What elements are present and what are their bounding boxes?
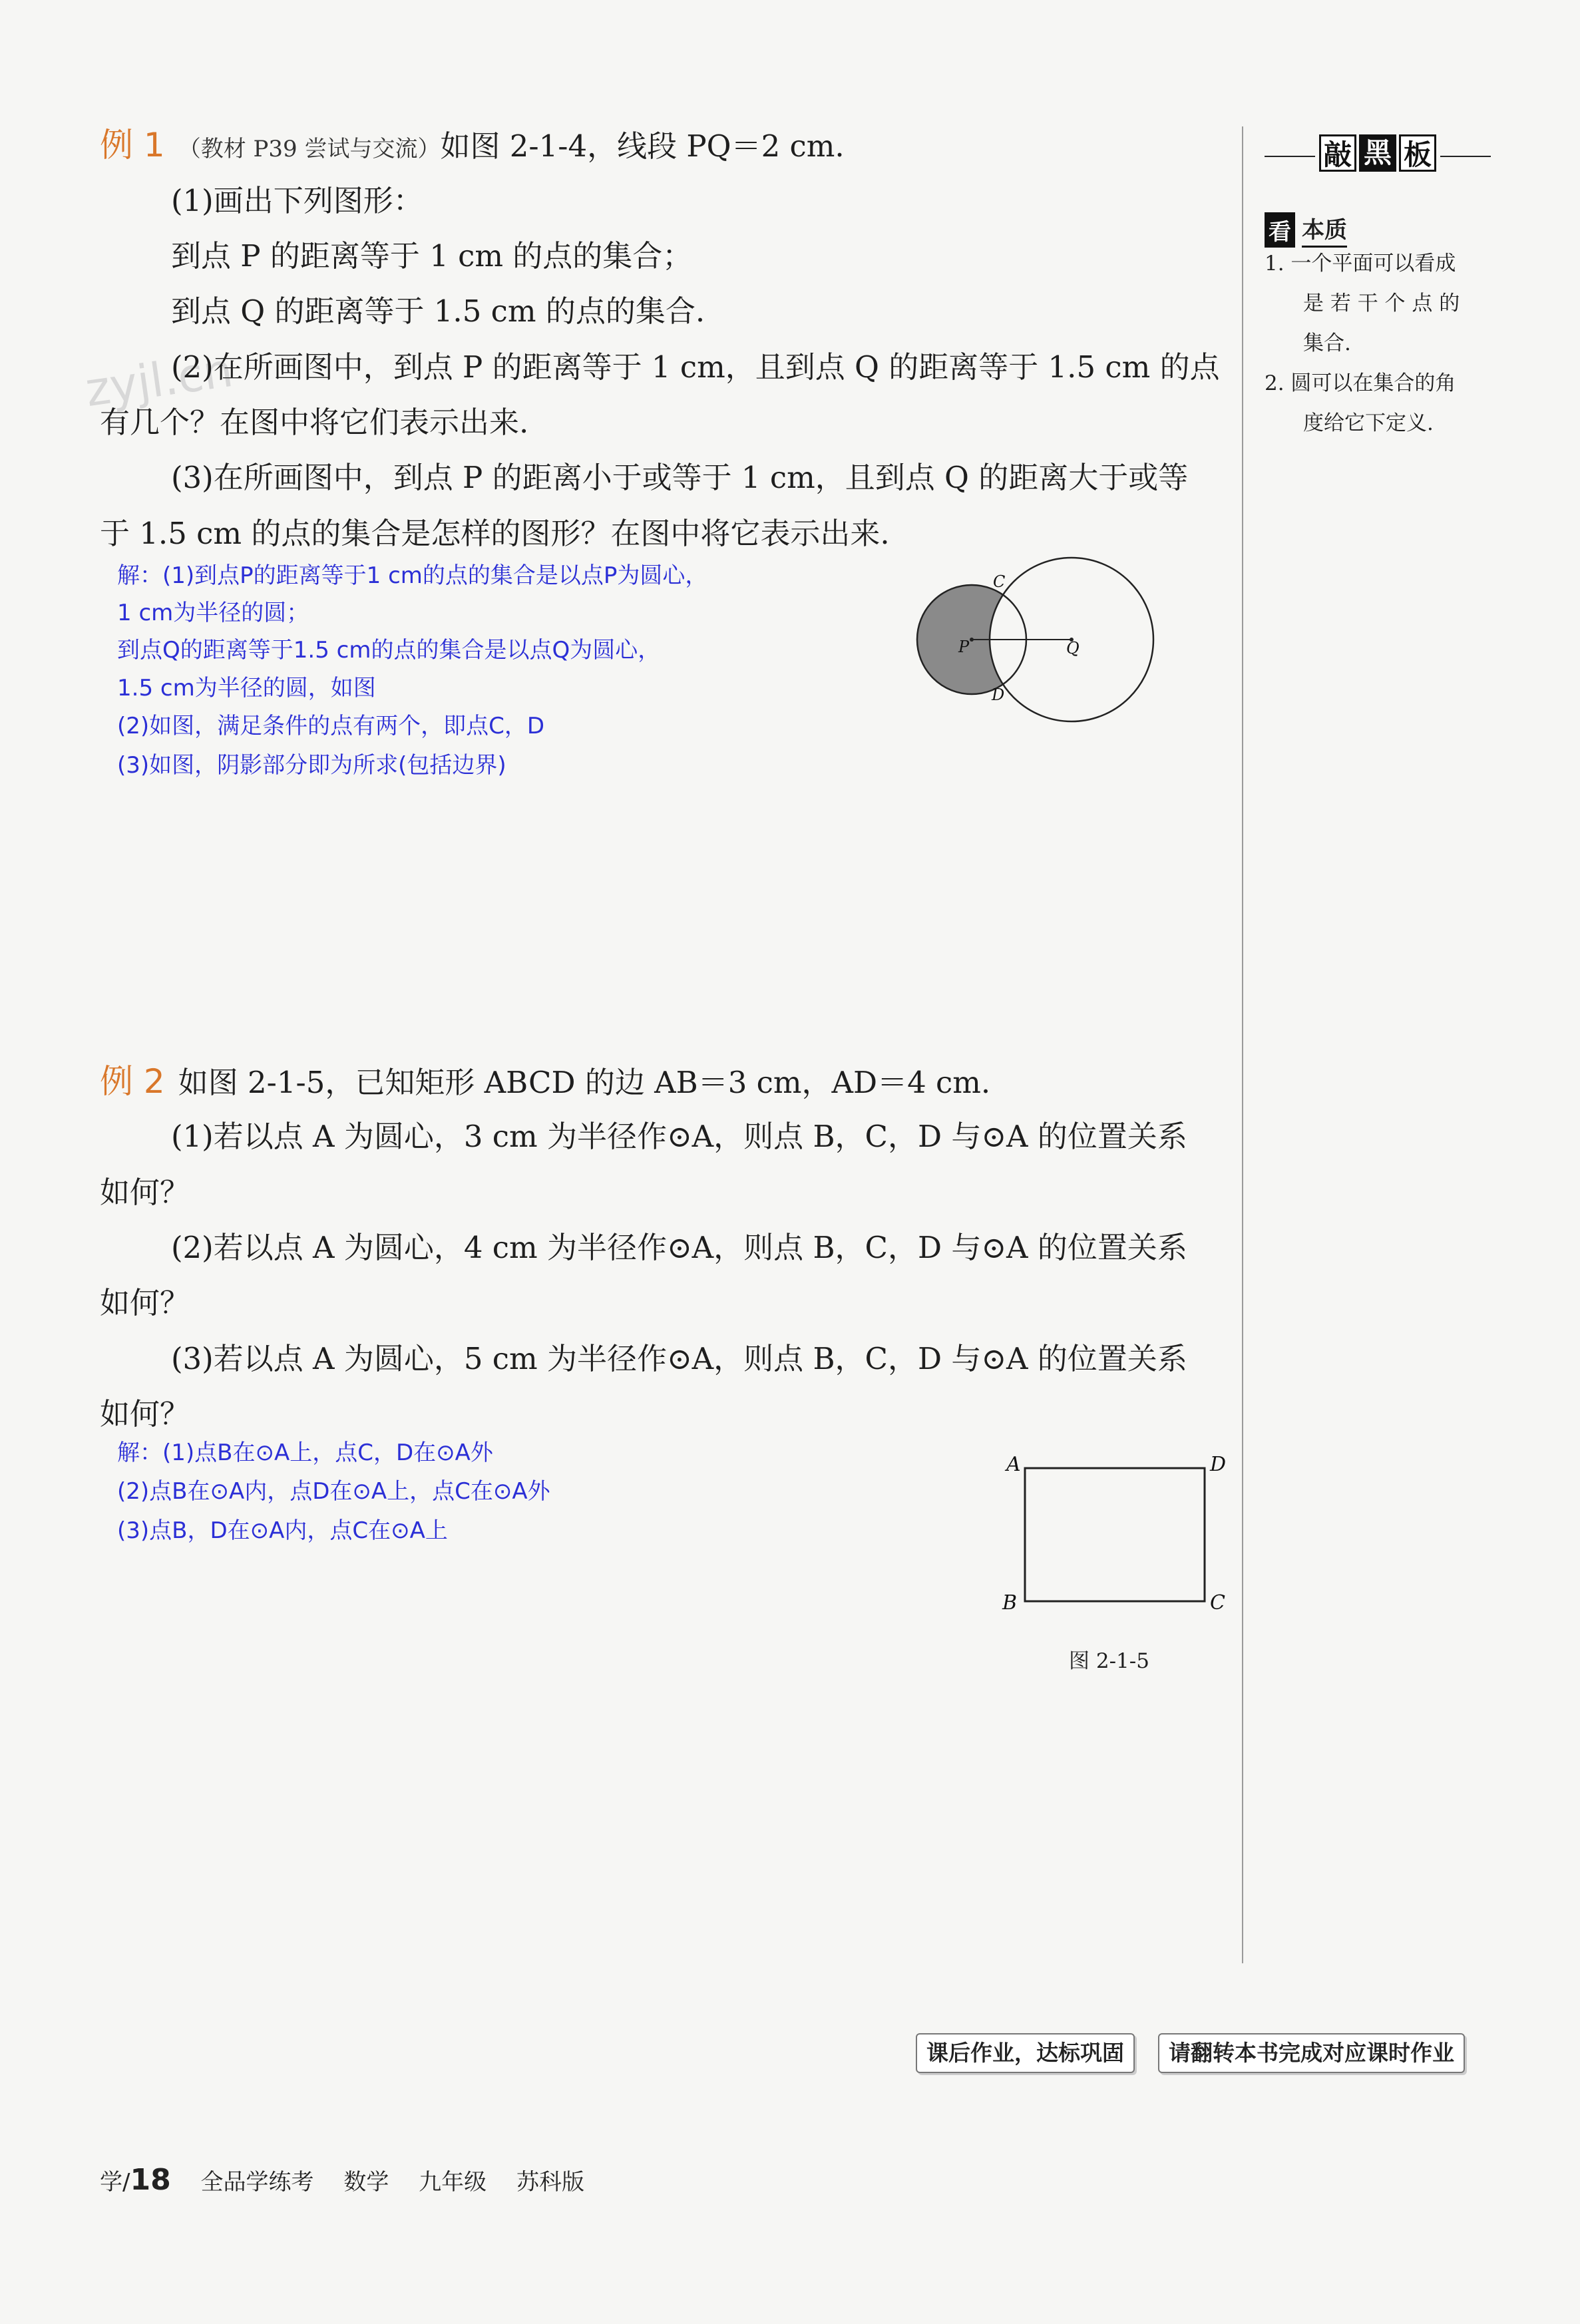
ex1-line-3: 到点 Q 的距离等于 1.5 cm 的点的集合. [171, 293, 705, 329]
subtitle-text: 本质 [1302, 212, 1347, 248]
ex2-line-5: (3)若以点 A 为圆心，5 cm 为半径作⊙A，则点 B，C，D 与⊙A 的位置关系 [171, 1341, 1187, 1376]
ex2-label: 例 2 [100, 1062, 165, 1101]
ex2-line-6: 如何？ [100, 1396, 190, 1432]
ex1-answer-0: 解：(1)到点P的距离等于1 cm的点的集合是以点P为圆心， [117, 562, 708, 589]
ex1-answer-5: (3)如图，阴影部分即为所求(包括边界) [117, 752, 506, 779]
title-char-2: 板 [1399, 134, 1436, 172]
ex1-line-7: 于 1.5 cm 的点的集合是怎样的图形？在图中将它表示出来. [100, 516, 890, 551]
ex1-answer-1: 1 cm为半径的圆； [117, 600, 309, 626]
ex1-line-5: 有几个？在图中将它们表示出来. [100, 405, 529, 440]
sidebar-item-2-line-1: 度给它下定义. [1303, 411, 1434, 435]
footer-edition: 苏科版 [516, 2169, 584, 2196]
page-footer [100, 2163, 607, 2197]
ex1-line-6: (3)在所画图中，到点 P 的距离小于或等于 1 cm，且到点 Q 的距离大于或等 [171, 460, 1189, 495]
rectangle-abcd [1025, 1468, 1205, 1601]
ex1-source: （教材 P39 尝试与交流） [178, 136, 441, 162]
ex2-figure [992, 1444, 1245, 1624]
point-p [970, 638, 974, 642]
ex1-line-2: 到点 P 的距离等于 1 cm 的点的集合； [171, 238, 693, 274]
page-prefix: 学/ [100, 2169, 130, 2196]
label-a: A [1006, 1453, 1021, 1476]
ex2-line-4: 如何？ [100, 1285, 190, 1320]
ex1-figure [898, 546, 1165, 732]
ex2-heading [100, 1062, 1231, 1103]
sidebar-subtitle [1265, 212, 1347, 248]
label-d: D [992, 685, 1005, 704]
sidebar-divider [1242, 126, 1243, 1963]
ex2-line-1: (1)若以点 A 为圆心，3 cm 为半径作⊙A，则点 B，C，D 与⊙A 的位置关系 [171, 1119, 1187, 1154]
ex1-answer-2: 到点Q的距离等于1.5 cm的点的集合是以点Q为圆心， [117, 637, 661, 664]
label-c: C [993, 572, 1006, 591]
ex2-line-3: (2)若以点 A 为圆心，4 cm 为半径作⊙A，则点 B，C，D 与⊙A 的位置关系 [171, 1230, 1187, 1265]
footer-grade: 九年级 [419, 2169, 487, 2196]
ex1-label: 例 1 [100, 126, 165, 164]
title-rule-left [1265, 156, 1315, 157]
ex1-line-1: (1)画出下列图形： [171, 183, 423, 218]
page-number: 18 [130, 2163, 171, 2197]
title-char-1: 黑 [1359, 134, 1396, 172]
ex1-line-4: (2)在所画图中，到点 P 的距离等于 1 cm，且到点 Q 的距离等于 1.5 cm 的点 [171, 349, 1220, 385]
ex1-heading [100, 125, 1231, 169]
label-p: P [958, 638, 970, 656]
sidebar-item-1-line-0: 1. 一个平面可以看成 [1265, 252, 1456, 276]
label-c: C [1210, 1591, 1225, 1615]
label-b: B [1002, 1591, 1018, 1615]
ex1-line-0: 如图 2-1-4，线段 PQ＝2 cm. [440, 128, 845, 164]
ex2-answer-0: 解：(1)点B在⊙A上，点C，D在⊙A外 [117, 1440, 493, 1466]
ex2-line-2: 如何？ [100, 1175, 190, 1210]
sidebar-item-1-line-2: 集合. [1303, 331, 1351, 355]
label-d: D [1210, 1453, 1227, 1476]
flip-book-box: 请翻转本书完成对应课时作业 [1158, 2033, 1465, 2073]
sidebar-item-1-line-1: 是 若 干 个 点 的 [1303, 291, 1460, 315]
ex1-answer-3: 1.5 cm为半径的圆，如图 [117, 675, 376, 701]
sidebar-item-2-line-0: 2. 圆可以在集合的角 [1265, 371, 1456, 395]
homework-box: 课后作业，达标巩固 [916, 2033, 1135, 2073]
label-q: Q [1066, 639, 1080, 658]
watermark: zyjl.cn [82, 342, 236, 418]
footer-book: 全品学练考 [200, 2169, 314, 2196]
ex2-answer-1: (2)点B在⊙A内，点D在⊙A上，点C在⊙A外 [117, 1478, 550, 1505]
ex2-line-0: 如图 2-1-5，已知矩形 ABCD 的边 AB＝3 cm，AD＝4 cm. [178, 1065, 991, 1100]
footer-subject: 数学 [343, 2169, 389, 2196]
ex1-answer-4: (2)如图，满足条件的点有两个，即点C，D [117, 713, 545, 739]
subtitle-tag: 看 [1265, 212, 1295, 248]
title-chars [1319, 134, 1436, 172]
sidebar-title [1265, 133, 1491, 176]
title-rule-right [1440, 156, 1491, 157]
title-char-0: 敲 [1319, 134, 1356, 172]
ex2-answer-2: (3)点B，D在⊙A内，点C在⊙A上 [117, 1517, 448, 1544]
figure-caption: 图 2-1-5 [1069, 1649, 1149, 1673]
